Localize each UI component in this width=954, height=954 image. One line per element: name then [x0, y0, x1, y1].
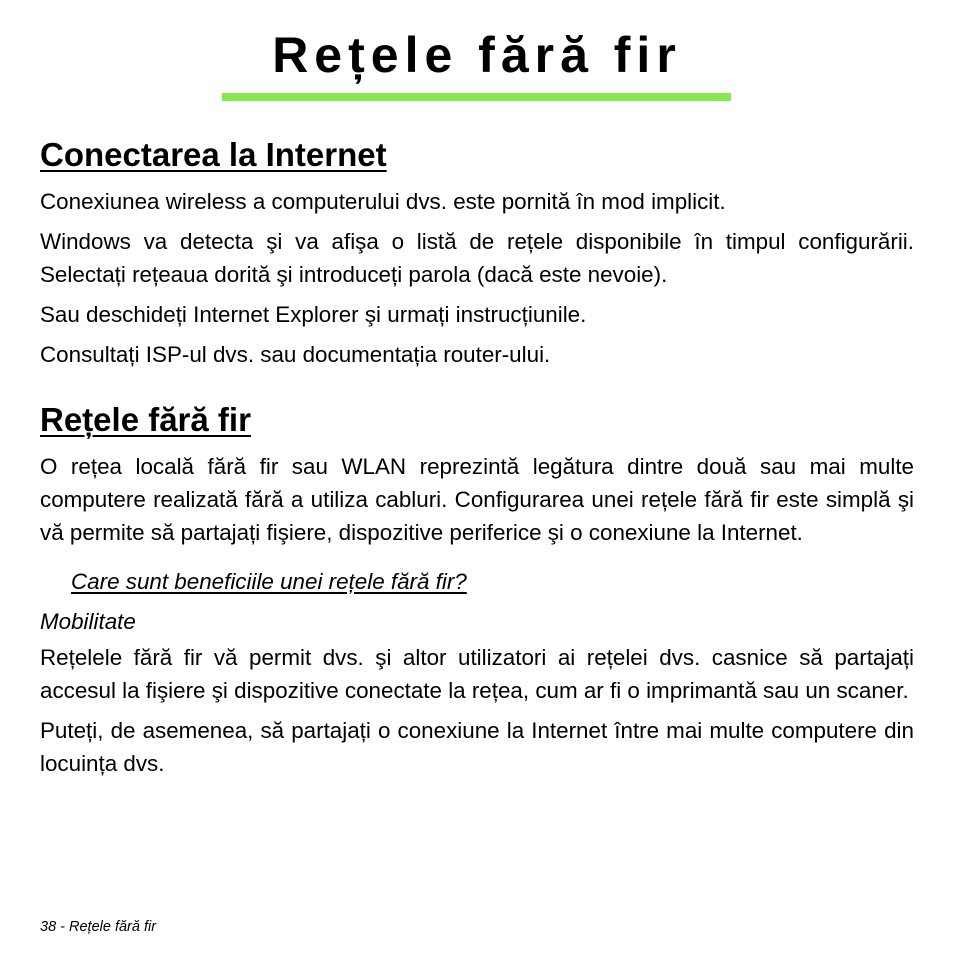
paragraph-wireless-default: Conexiunea wireless a computerului dvs. este pornită în mod implicit.	[40, 189, 726, 214]
subheading-benefits: Care sunt beneficiile unei rețele fără fir?	[71, 569, 467, 594]
label-mobility: Mobilitate	[40, 609, 136, 634]
paragraph-share-internet: Puteți, de asemenea, să partajați o conexiune la Internet între mai multe computere din locuința dvs.	[40, 718, 914, 776]
section-heading-wireless: Rețele fără fir	[40, 401, 251, 438]
page-title: Rețele fără fir	[272, 27, 682, 83]
paragraph-wlan-intro: O rețea locală fără fir sau WLAN reprezintă legătura dintre două sau mai multe computere realizată fără a utiliza cabluri. Configurarea unei rețele fără fir este simplă şi vă permite să partajați fişiere, dispozitive periferice şi o conexiune la Internet.	[40, 454, 914, 545]
page-content	[40, 130, 914, 780]
paragraph-isp-router: Consultați ISP-ul dvs. sau documentația router-ului.	[40, 342, 551, 367]
paragraph-sharing-access: Rețelele fără fir vă permit dvs. şi altor utilizatori ai rețelei dvs. casnice să partajați accesul la fişiere şi dispozitive conectate la rețea, cum ar fi o imprimantă sau un scaner.	[40, 645, 914, 703]
page-footer: 38 - Rețele fără fir	[40, 919, 157, 935]
section-heading-internet: Conectarea la Internet	[40, 136, 387, 173]
title-underline-bar	[222, 93, 731, 101]
paragraph-windows-detect: Windows va detecta şi va afişa o listă de rețele disponibile în timpul configurării. Selectați rețeaua dorită şi introduceți parola (dacă este nevoie).	[40, 229, 914, 287]
paragraph-internet-explorer: Sau deschideți Internet Explorer şi urmați instrucțiunile.	[40, 302, 587, 327]
